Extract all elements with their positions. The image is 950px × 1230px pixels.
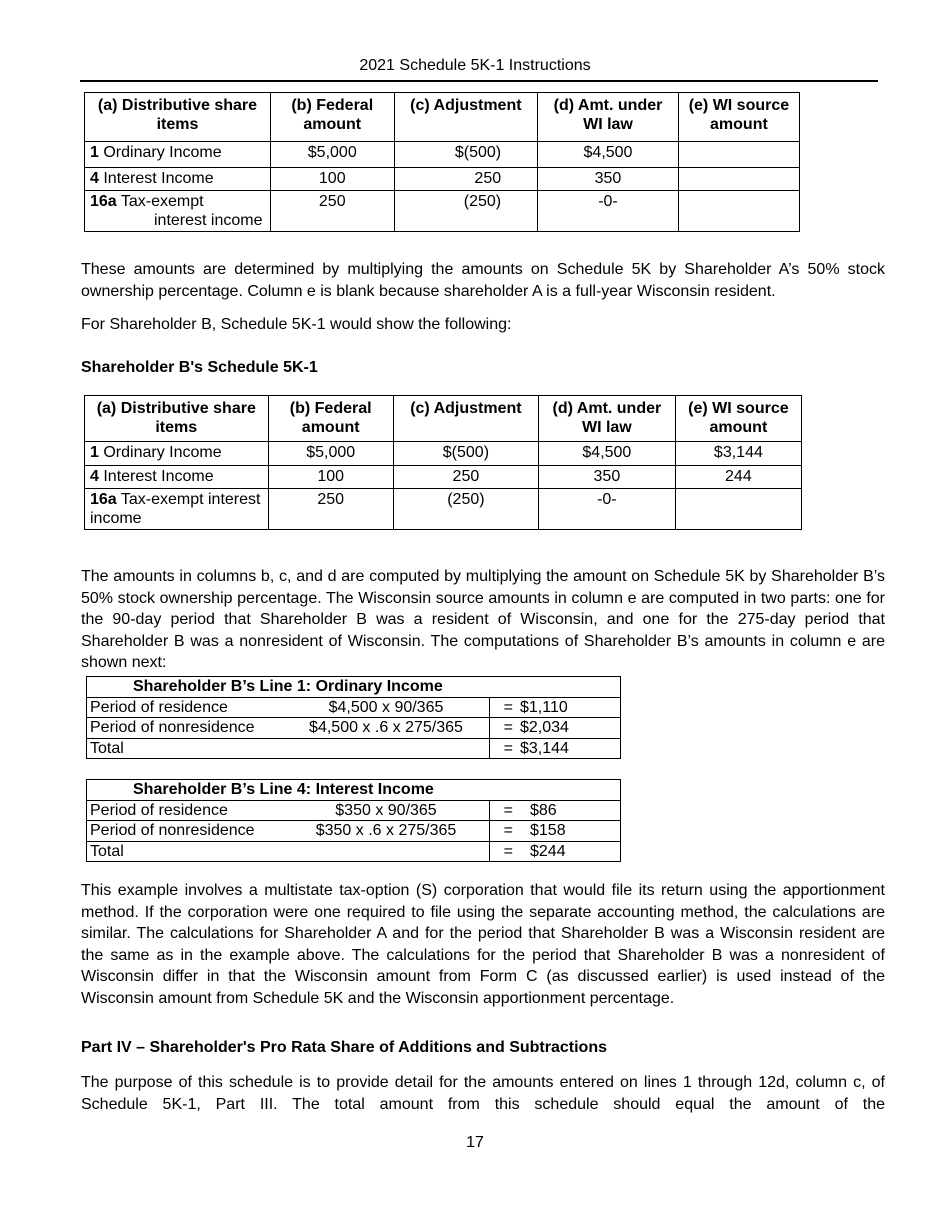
calc-row	[87, 841, 621, 862]
calc-label: Period of nonresidence	[87, 718, 284, 739]
column-header: (c) Adjustment	[393, 396, 538, 442]
line-number: 1	[90, 144, 99, 161]
cell-e	[678, 142, 799, 168]
line-label: Interest Income	[103, 170, 214, 187]
calc-result: $86	[516, 800, 621, 821]
calc-result: $3,144	[516, 738, 621, 759]
calc-formula: $4,500 x .6 x 275/365	[283, 718, 490, 739]
calc-formula	[283, 841, 490, 862]
column-header: (d) Amt. under WI law	[538, 396, 675, 442]
heading-shareholder-b: Shareholder B's Schedule 5K-1	[81, 359, 318, 376]
shareholder-b-table	[84, 395, 802, 530]
distributive-share-item	[85, 466, 269, 489]
calc-equals: =	[490, 718, 517, 739]
table-header-row	[85, 93, 800, 142]
calc-label: Period of nonresidence	[87, 821, 284, 842]
calc-row	[87, 738, 621, 759]
cell-d: 350	[538, 466, 675, 489]
cell-d: $4,500	[538, 442, 675, 466]
column-header: (e) WI source amount	[675, 396, 801, 442]
cell-c: 250	[394, 168, 538, 191]
calc-result: $244	[516, 841, 621, 862]
line-label: Ordinary Income	[103, 144, 222, 161]
calc-result: $1,110	[516, 697, 621, 718]
calc-equals: =	[490, 738, 517, 759]
cell-d: 350	[538, 168, 679, 191]
distributive-share-item	[85, 191, 271, 232]
calc-label: Total	[87, 841, 284, 862]
calc-result: $158	[516, 821, 621, 842]
calc-formula: $350 x 90/365	[283, 800, 490, 821]
table-row	[85, 191, 800, 232]
column-header: (b) Federal amount	[270, 93, 394, 142]
cell-e: 244	[675, 466, 801, 489]
calc-formula: $350 x .6 x 275/365	[283, 821, 490, 842]
calc-table-title-row	[87, 677, 621, 698]
calc-equals: =	[490, 800, 517, 821]
cell-e	[675, 489, 801, 530]
line-label: Interest Income	[103, 468, 214, 485]
table-header-row	[85, 396, 802, 442]
calc-label: Total	[87, 738, 284, 759]
line-label-continued: interest income	[154, 212, 263, 229]
shareholder-a-table	[84, 92, 800, 232]
header-rule	[80, 80, 878, 82]
cell-b: $5,000	[268, 442, 393, 466]
paragraph-shareholder-b-intro: For Shareholder B, Schedule 5K-1 would show the following:	[81, 316, 512, 333]
line-label: Ordinary Income	[103, 444, 222, 461]
cell-c: 250	[393, 466, 538, 489]
column-header: (e) WI source amount	[678, 93, 799, 142]
cell-b: 250	[270, 191, 394, 232]
cell-c: (250)	[394, 191, 538, 232]
column-header: (d) Amt. under WI law	[538, 93, 679, 142]
calc-table-ordinary-income	[86, 676, 621, 759]
line-number: 4	[90, 170, 99, 187]
cell-c: $(500)	[394, 142, 538, 168]
paragraph-shareholder-a: These amounts are determined by multiplying the amounts on Schedule 5K by Shareholder A’s 50% stock ownership percentage. Column e is blank because shareholder A is a full-year Wisconsin resident.	[81, 261, 885, 300]
calc-label: Period of residence	[87, 800, 284, 821]
paragraph-multistate-example: This example involves a multistate tax-option (S) corporation that would file its return using the apportionment method. If the corporation were one required to file using the separate accounting method, the calculations are similar. The calculations for Shareholder A and for the period that Shareholder B was a Wisconsin resident are the same as in the example above. The calculations for the period that Shareholder B was a nonresident of Wisconsin differ in that the Wisconsin amount from Form C (as discussed earlier) is used instead of the Wisconsin amount from Schedule 5K and the Wisconsin apportionment percentage.	[81, 882, 885, 1007]
calc-row	[87, 718, 621, 739]
distributive-share-item	[85, 168, 271, 191]
calc-row	[87, 800, 621, 821]
cell-b: 100	[270, 168, 394, 191]
cell-e: $3,144	[675, 442, 801, 466]
cell-d: -0-	[538, 191, 679, 232]
calc-table-title-row	[87, 780, 621, 801]
table-row	[85, 489, 802, 530]
cell-c: $(500)	[393, 442, 538, 466]
cell-c: (250)	[393, 489, 538, 530]
cell-b: 100	[268, 466, 393, 489]
column-header: (c) Adjustment	[394, 93, 538, 142]
cell-d: $4,500	[538, 142, 679, 168]
table-row	[85, 168, 800, 191]
cell-e	[678, 191, 799, 232]
column-header: (b) Federal amount	[268, 396, 393, 442]
calc-label: Period of residence	[87, 697, 284, 718]
calc-result: $2,034	[516, 718, 621, 739]
table-row	[85, 466, 802, 489]
cell-b: 250	[268, 489, 393, 530]
distributive-share-item	[85, 489, 269, 530]
line-number: 1	[90, 444, 99, 461]
page-number: 17	[466, 1134, 484, 1151]
line-label: Tax-exempt	[120, 193, 204, 210]
line-number: 16a	[90, 193, 117, 210]
cell-e	[678, 168, 799, 191]
table-row	[85, 142, 800, 168]
cell-b: $5,000	[270, 142, 394, 168]
calc-equals: =	[490, 697, 517, 718]
heading-part-iv: Part IV – Shareholder's Pro Rata Share of Additions and Subtractions	[81, 1039, 607, 1056]
calc-equals: =	[490, 841, 517, 862]
line-number: 16a	[90, 491, 117, 508]
cell-d: -0-	[538, 489, 675, 530]
line-number: 4	[90, 468, 99, 485]
calc-formula	[283, 738, 490, 759]
column-header: (a) Distributive share items	[85, 396, 269, 442]
page-header-title: 2021 Schedule 5K-1 Instructions	[359, 57, 591, 74]
calc-table-interest-income	[86, 779, 621, 862]
paragraph-part-iv: The purpose of this schedule is to provide detail for the amounts entered on lines 1 through 12d, column c, of Schedule 5K-1, Part III. The total amount from this schedule should equal the amount of the	[81, 1074, 885, 1113]
distributive-share-item	[85, 142, 271, 168]
paragraph-column-explanation: The amounts in columns b, c, and d are computed by multiplying the amount on Schedule 5K by Shareholder B’s 50% stock ownership percentage. The Wisconsin source amounts in column e are computed in two parts: one for the 90-day period that Shareholder B was a resident of Wisconsin, and one for the 275-day period that Shareholder B was a nonresident of Wisconsin. The computations of Shareholder B’s amounts in column e are shown next:	[81, 568, 885, 672]
distributive-share-item	[85, 442, 269, 466]
line-label: Tax-exempt interest income	[90, 491, 261, 527]
calc-row	[87, 821, 621, 842]
calc-table-title: Shareholder B’s Line 4: Interest Income	[87, 780, 621, 801]
column-header: (a) Distributive share items	[85, 93, 271, 142]
calc-table-title: Shareholder B’s Line 1: Ordinary Income	[87, 677, 621, 698]
calc-equals: =	[490, 821, 517, 842]
table-row	[85, 442, 802, 466]
calc-formula: $4,500 x 90/365	[283, 697, 490, 718]
calc-row	[87, 697, 621, 718]
